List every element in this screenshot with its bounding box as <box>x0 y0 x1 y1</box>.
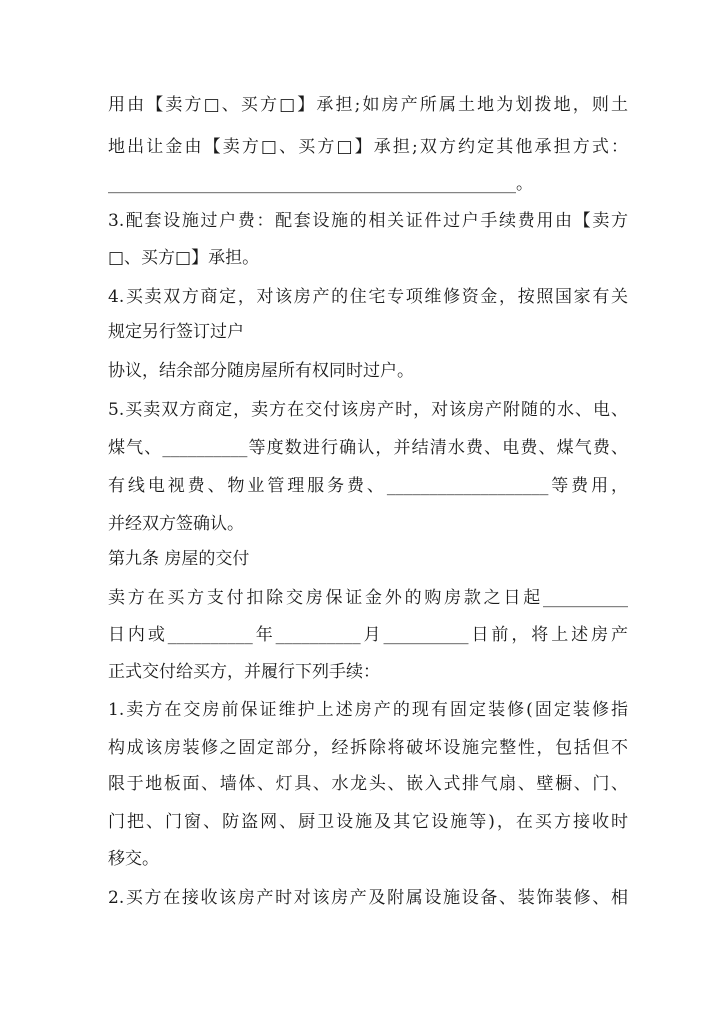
paragraph-line: 移交。 <box>108 849 159 869</box>
paragraph-line: 5.买卖双方商定，卖方在交付该房产时，对该房产附随的水、电、 <box>108 400 628 420</box>
paragraph-line: 构成该房装修之固定部分，经拆除将破坏设施完整性，包括但不 <box>108 738 628 758</box>
paragraph-line: □、买方□】承担。 <box>108 248 260 268</box>
paragraph-line: 规定另行签订过户 <box>108 322 244 342</box>
paragraph-line: 卖方在买方支付扣除交房保证金外的购房款之日起__________ <box>108 588 628 608</box>
paragraph-line: 煤气、__________等度数进行确认，并结清水费、电费、煤气费、 <box>108 438 628 458</box>
fill-blank-line: ________________________________________________。 <box>108 174 533 194</box>
paragraph-line: 门把、门窗、防盗网、厨卫设施及其它设施等)，在买方接收时 <box>108 812 628 832</box>
paragraph-line: 1.卖方在交房前保证维护上述房产的现有固定装修(固定装修指 <box>108 700 628 720</box>
paragraph-line: 正式交付给买方，并履行下列手续： <box>108 662 380 682</box>
paragraph-line: 4.买卖双方商定，对该房产的住宅专项维修资金，按照国家有关 <box>108 287 628 307</box>
paragraph-line: 日内或__________年__________月__________日前，将上述房产 <box>108 625 628 645</box>
paragraph-line: 有线电视费、物业管理服务费、___________________等费用， <box>108 476 628 496</box>
paragraph-line: 限于地板面、墙体、灯具、水龙头、嵌入式排气扇、壁橱、门、 <box>108 774 628 794</box>
paragraph-line: 用由【卖方□、买方□】承担;如房产所属土地为划拨地，则土 <box>108 95 628 115</box>
paragraph-line: 地出让金由【卖方□、买方□】承担;双方约定其他承担方式： <box>108 137 628 157</box>
paragraph-line: 并经双方签确认。 <box>108 514 244 534</box>
article-heading: 第九条 房屋的交付 <box>108 549 250 569</box>
paragraph-line: 3.配套设施过户费：配套设施的相关证件过户手续费用由【卖方 <box>108 211 628 231</box>
paragraph-line: 协议，结余部分随房屋所有权同时过户。 <box>108 361 414 381</box>
paragraph-line: 2.买方在接收该房产时对该房产及附属设施设备、装饰装修、相 <box>108 888 628 908</box>
